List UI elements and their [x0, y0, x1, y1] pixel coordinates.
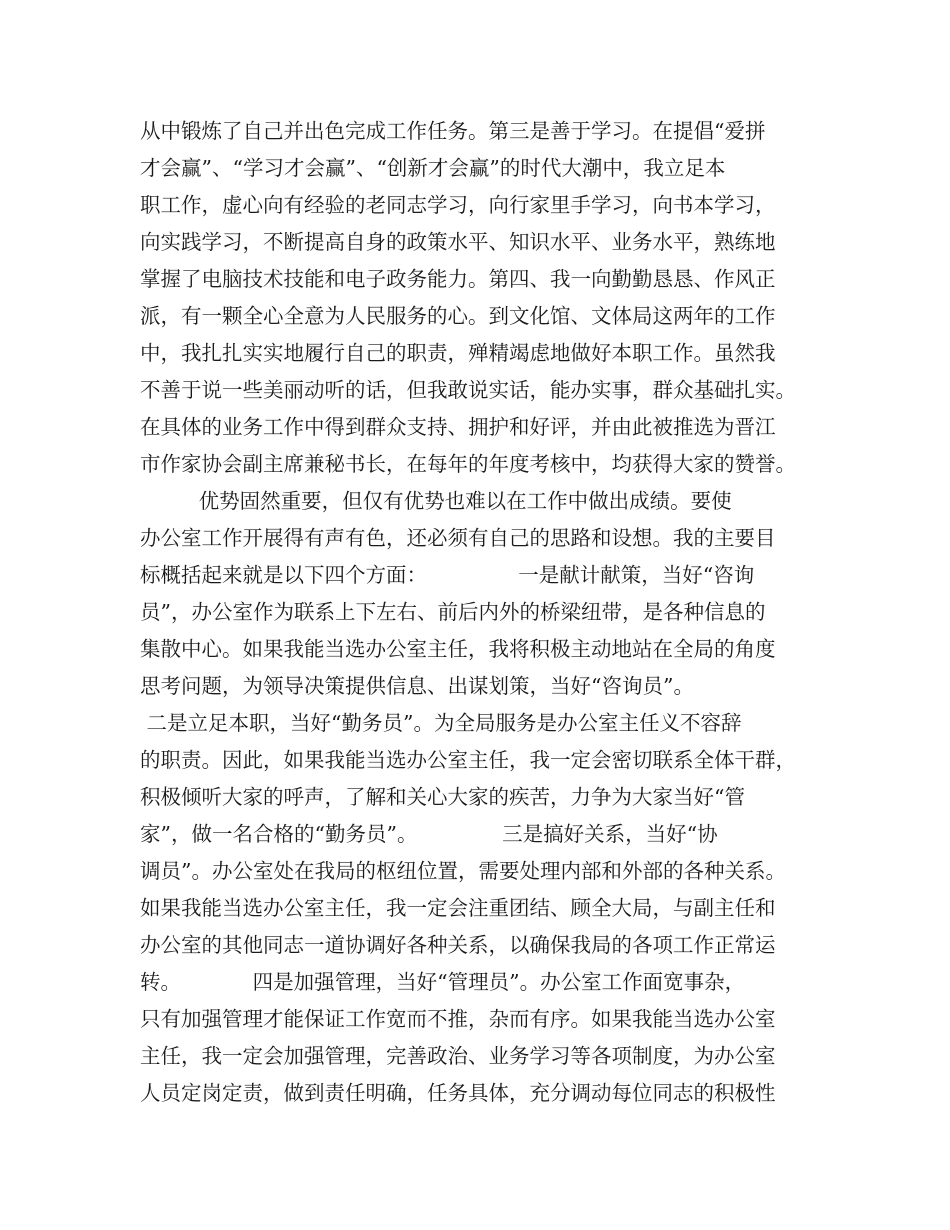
- text-line: 掌握了电脑技术技能和电子政务能力。第四、我一向勤勤恳恳、作风正: [140, 267, 776, 291]
- text-line: 优势固然重要，但仅有优势也难以在工作中做出成绩。要使: [140, 489, 732, 513]
- text-line: 调员”。办公室处在我局的枢纽位置，需要处理内部和外部的各种关系。: [140, 859, 786, 883]
- text-line: 思考问题，为领导决策提供信息、出谋划策，当好“咨询员”。: [140, 674, 694, 698]
- text-line: 二是立足本职，当好“勤务员”。为全局服务是办公室主任义不容辞: [140, 711, 742, 735]
- text-line: 主任，我一定会加强管理，完善政治、业务学习等各项制度，为办公室: [140, 1044, 776, 1068]
- text-line: 从中锻炼了自己并出色完成工作任务。第三是善于学习。在提倡“爱拼: [140, 119, 766, 143]
- text-line: 家”，做一名合格的“勤务员”。 三是搞好关系，当好“协: [140, 822, 718, 846]
- body-text: [140, 113, 840, 1112]
- text-line: 派，有一颗全心全意为人民服务的心。到文化馆、文体局这两年的工作: [140, 304, 776, 328]
- text-line: 才会赢”、“学习才会赢”、“创新才会赢”的时代大潮中，我立足本: [140, 156, 726, 180]
- text-line: 向实践学习，不断提高自身的政策水平、知识水平、业务水平，熟练地: [140, 230, 776, 254]
- text-line: 的职责。因此，如果我能当选办公室主任，我一定会密切联系全体干群，: [140, 748, 796, 772]
- text-line: 办公室的其他同志一道协调好各种关系，以确保我局的各项工作正常运: [140, 933, 776, 957]
- text-line: 市作家协会副主席兼秘书长，在每年的年度考核中，均获得大家的赞誉。: [140, 452, 796, 476]
- text-line: 积极倾听大家的呼声，了解和关心大家的疾苦，力争为大家当好“管: [140, 785, 745, 809]
- text-line: 员”，办公室作为联系上下左右、前后内外的桥梁纽带，是各种信息的: [140, 600, 766, 624]
- text-line: 转。 四是加强管理，当好“管理员”。办公室工作面宽事杂，: [140, 970, 746, 994]
- text-line: 如果我能当选办公室主任，我一定会注重团结、顾全大局，与副主任和: [140, 896, 776, 920]
- text-line: 职工作，虚心向有经验的老同志学习，向行家里手学习，向书本学习，: [140, 193, 776, 217]
- text-line: 只有加强管理才能保证工作宽而不推，杂而有序。如果我能当选办公室: [140, 1007, 776, 1031]
- text-line: 标概括起来就是以下四个方面： 一是献计献策，当好“咨询: [140, 563, 755, 587]
- text-line: 办公室工作开展得有声有色，还必须有自己的思路和设想。我的主要目: [140, 526, 776, 550]
- text-line: 中，我扎扎实实地履行自己的职责，殚精竭虑地做好本职工作。虽然我: [140, 341, 776, 365]
- text-line: 集散中心。如果我能当选办公室主任，我将积极主动地站在全局的角度: [140, 637, 776, 661]
- text-line: 人员定岗定责，做到责任明确，任务具体，充分调动每位同志的积极性: [140, 1081, 776, 1105]
- text-line: 不善于说一些美丽动听的话，但我敢说实话，能办实事，群众基础扎实。: [140, 378, 796, 402]
- text-line: 在具体的业务工作中得到群众支持、拥护和好评，并由此被推选为晋江: [140, 415, 776, 439]
